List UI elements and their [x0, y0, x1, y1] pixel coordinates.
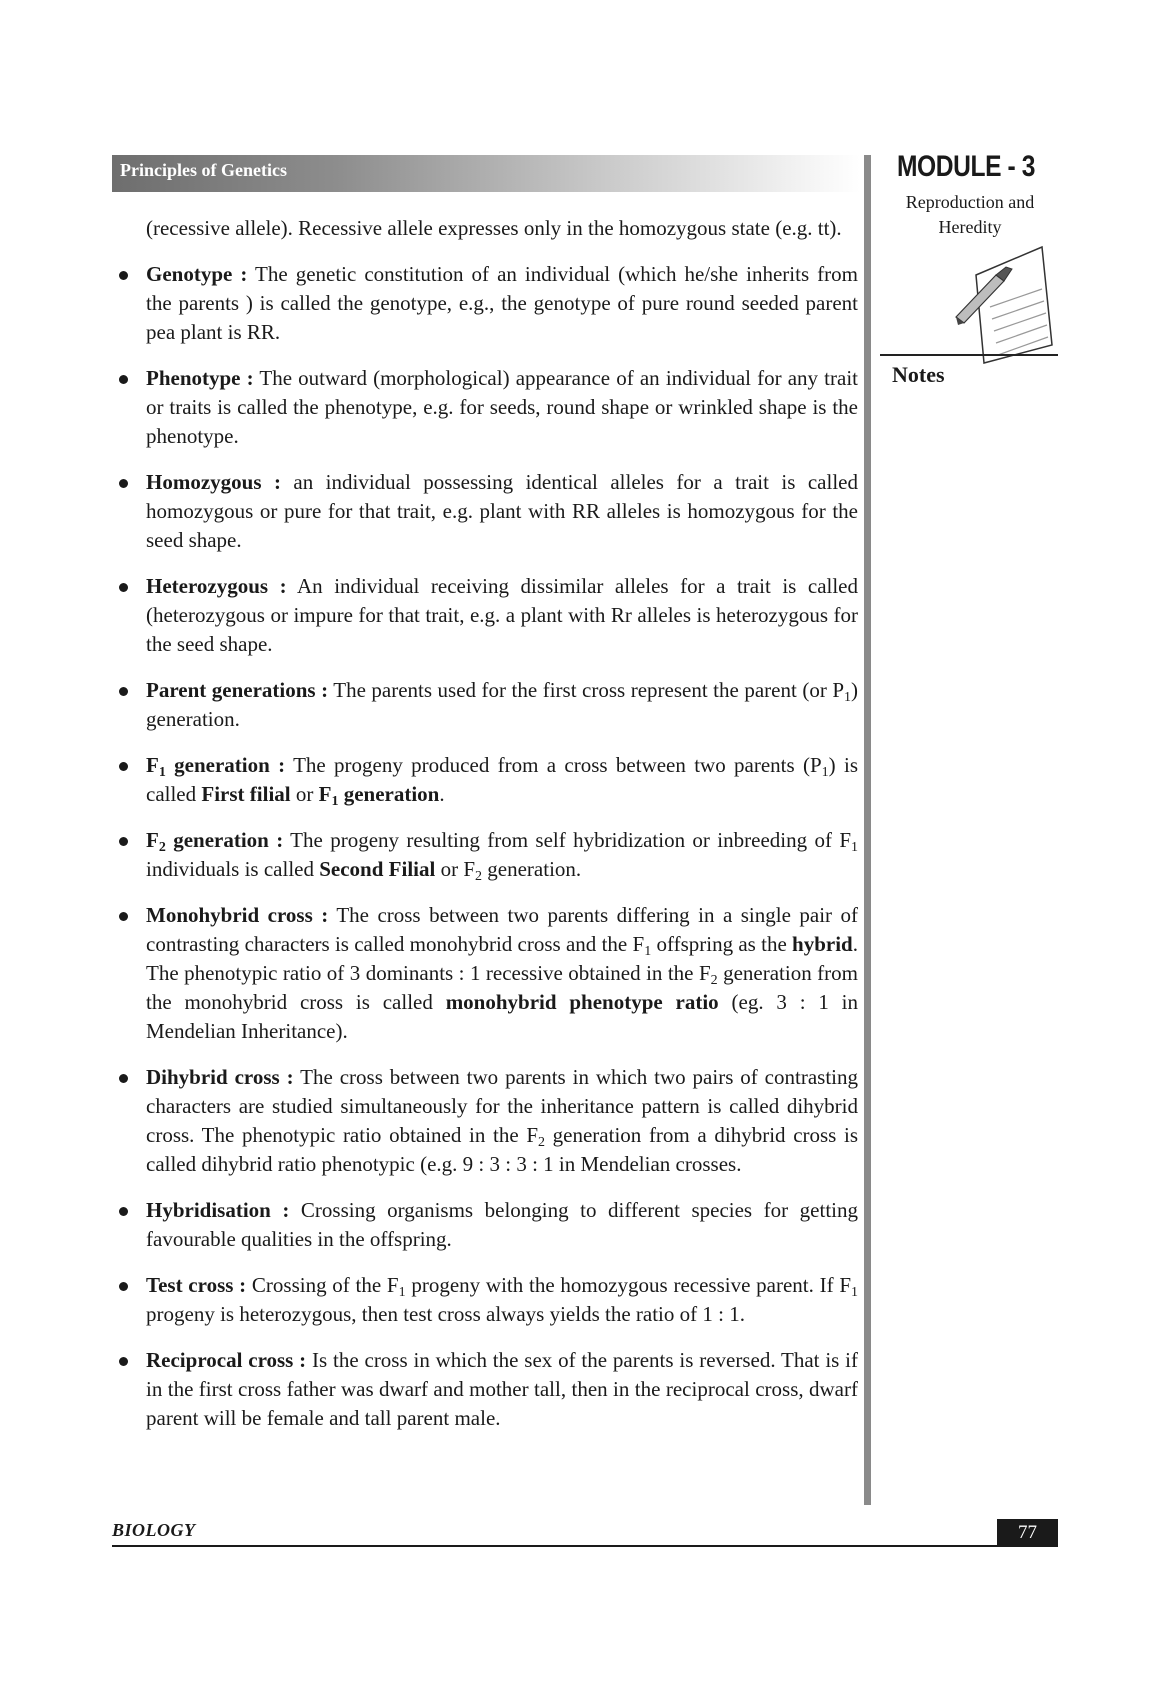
term-f1-generation: $F_1$ generation : — [146, 753, 286, 780]
module-subtitle-line1: Reproduction and — [905, 192, 1035, 212]
term-f2-generation: $F_2$ generation : — [146, 828, 284, 855]
module-subtitle — [880, 190, 1060, 240]
notes-rule — [880, 354, 1058, 356]
footer-subject: BIOLOGY — [112, 1520, 196, 1540]
footer-rule — [112, 1545, 1058, 1547]
bullet-dihybrid-cross: Dihybrid cross : The cross between two parents in which two pairs of contrasting characters are studied simultaneously for the inheritance pattern is called dihybrid cross. The phenotypic ratio obtained in the $F_2$ generation from a dihybrid cross is called dihybrid ratio phenotypic (e.g. 9 : 3 : 3 : 1 in Mendelian crosses. — [112, 1063, 858, 1179]
term-monohybrid-cross: Monohybrid cross : — [146, 903, 329, 927]
bullet-genotype: Genotype : The genetic constitution of an individual (which he/she inherits from the parents ) is called the genotype, e.g., the genotype of pure round seeded parent pea plant is RR. — [112, 260, 858, 347]
term-phenotype: Phenotype : — [146, 366, 254, 390]
bullet-parent-generations: Parent generations : The parents used for the first cross represent the parent (or $P_1$) generation. — [112, 676, 858, 734]
term-reciprocal-cross: Reciprocal cross : — [146, 1348, 307, 1372]
term-parent-generations: Parent generations : — [146, 678, 329, 702]
page-number: 77 — [997, 1519, 1058, 1546]
term-heterozygous: Heterozygous : — [146, 574, 287, 598]
module-title: MODULE - 3 — [896, 150, 1036, 183]
bullet-heterozygous: Heterozygous : An individual receiving dissimilar alleles for a trait is called (heterozygous or impure for that trait, e.g. a plant with Rr alleles is heterozygous for the seed shape. — [112, 572, 858, 659]
term-test-cross: Test cross : — [146, 1273, 247, 1297]
term-hybridisation: Hybridisation : — [146, 1198, 290, 1222]
term-genotype: Genotype : — [146, 262, 248, 286]
bullet-f1-generation: $F_1$ generation : The progeny produced from a cross between two parents $(P_1)$ is called First filial or $F_1$ generation. — [112, 751, 858, 809]
bullet-hybridisation: Hybridisation : Crossing organisms belonging to different species for getting favourable qualities in the offspring. — [112, 1196, 858, 1254]
notes-pencil-icon — [954, 245, 1054, 367]
margin-divider — [864, 155, 871, 1505]
bullet-homozygous: Homozygous : an individual possessing identical alleles for a trait is called homozygous or pure for that trait, e.g. plant with RR alleles is homozygous for the seed shape. — [112, 468, 858, 555]
module-subtitle-line2: Heredity — [938, 217, 1002, 237]
sidebar — [880, 150, 1060, 387]
chapter-header-band — [112, 155, 860, 192]
bullet-monohybrid-cross: Monohybrid cross : The cross between two parents differing in a single pair of contrasting characters is called monohybrid cross and the $F_1$ offspring as the hybrid. The phenotypic ratio of 3 dominants : 1 recessive obtained in the $F_2$ generation from the monohybrid cross is called monohybrid phenotype ratio (eg. 3 : 1 in Mendelian Inheritance). — [112, 901, 858, 1046]
main-content — [112, 214, 858, 1450]
chapter-title: Principles of Genetics — [120, 160, 287, 180]
term-homozygous: Homozygous : — [146, 470, 281, 494]
bullet-f2-generation: $F_2$ generation : The progeny resulting from self hybridization or inbreeding of $F_1$ individuals is called Second Filial or $F_2$ generation. — [112, 826, 858, 884]
continuation-paragraph: (recessive allele). Recessive allele expresses only in the homozygous state (e.g. tt). — [146, 216, 842, 240]
notes-label: Notes — [892, 362, 945, 387]
bullet-phenotype: Phenotype : The outward (morphological) appearance of an individual for any trait or traits is called the phenotype, e.g. for seeds, round shape or wrinkled shape is the phenotype. — [112, 364, 858, 451]
bullet-reciprocal-cross: Reciprocal cross : Is the cross in which the sex of the parents is reversed. That is if in the first cross father was dwarf and mother tall, then in the reciprocal cross, dwarf parent will be female and tall parent male. — [112, 1346, 858, 1433]
bullet-test-cross: Test cross : Crossing of the $F_1$ progeny with the homozygous recessive parent. If $F_1$ progeny is heterozygous, then test cross always yields the ratio of 1 : 1. — [112, 1271, 858, 1329]
term-dihybrid-cross: Dihybrid cross : — [146, 1065, 294, 1089]
